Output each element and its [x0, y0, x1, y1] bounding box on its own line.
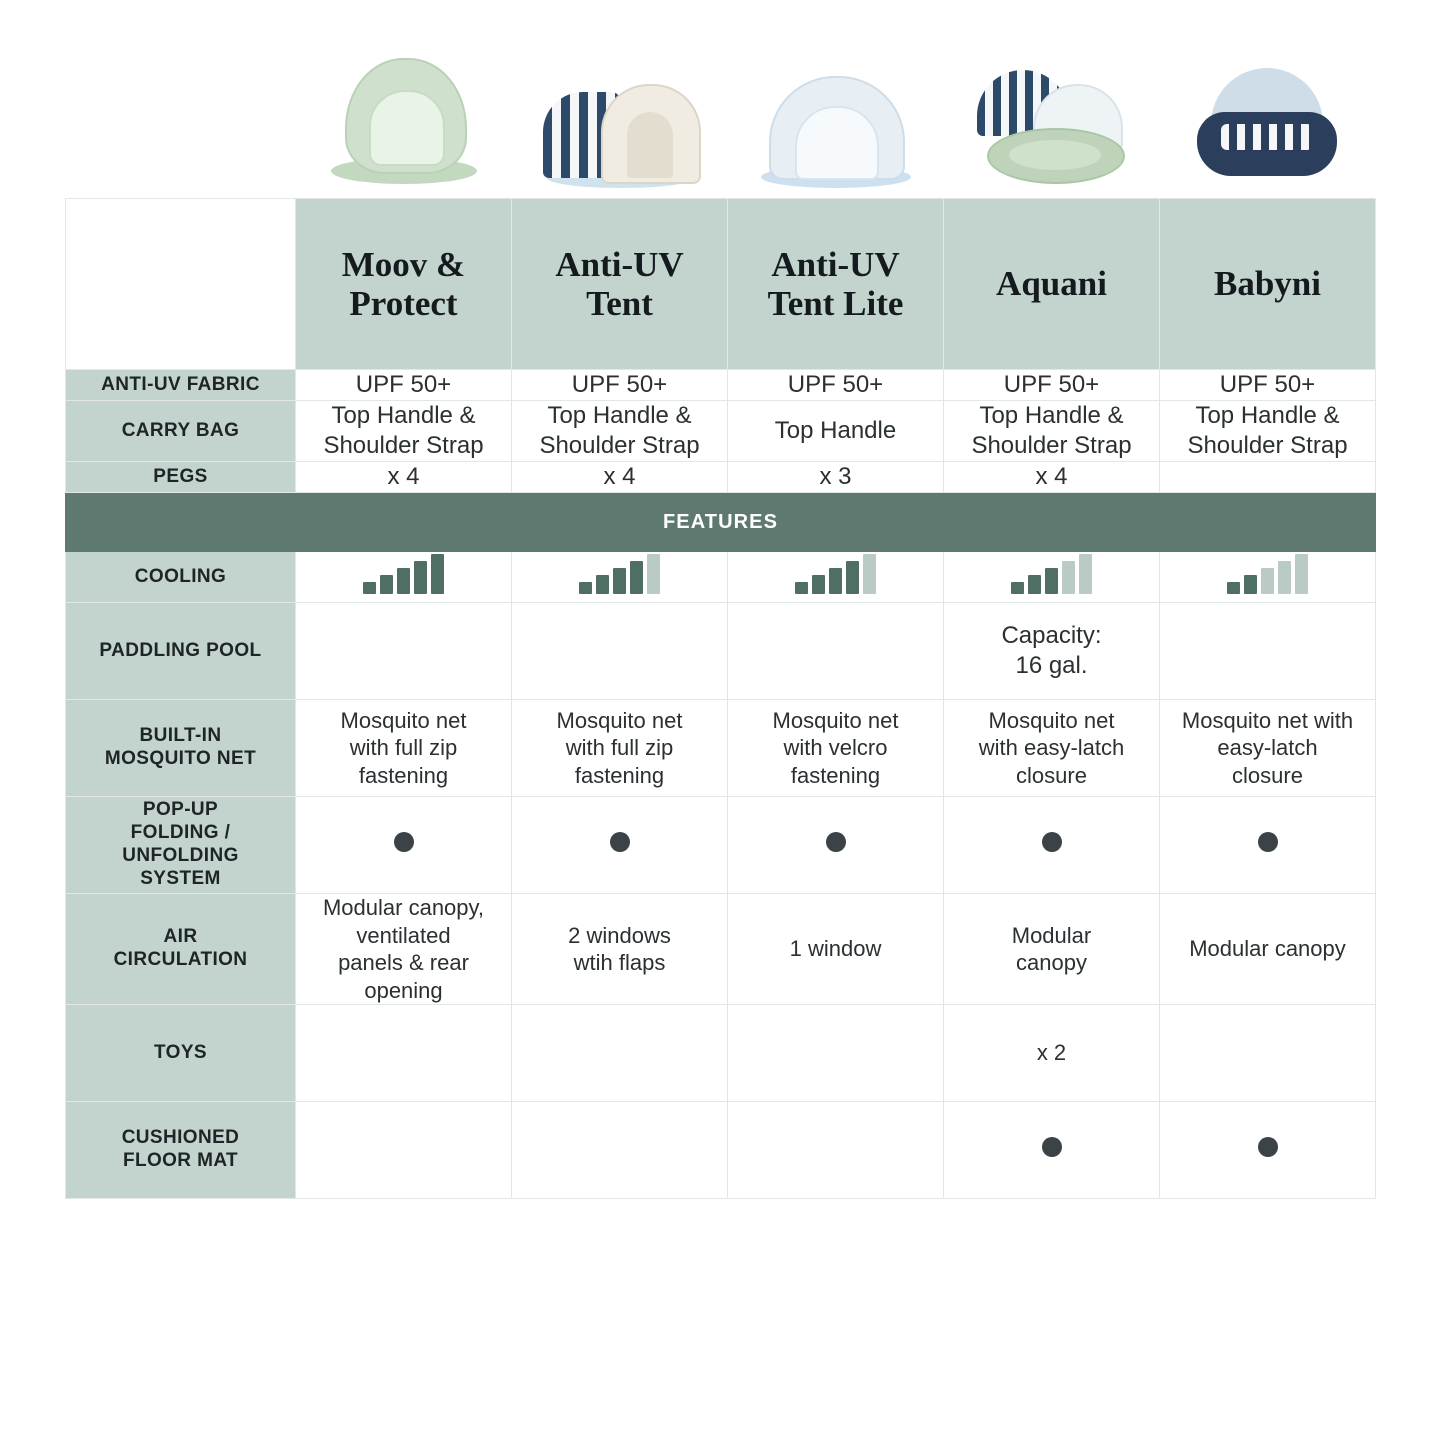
- cell-paddling-pool-anti-uv-tent: [512, 603, 728, 700]
- table-row: [66, 603, 1376, 700]
- product-header-babyni: Babyni: [1160, 199, 1376, 370]
- row-label-pop-up-folding-system: POP-UP FOLDING / UNFOLDING SYSTEM: [66, 797, 296, 894]
- cooling-rating-bars: [1227, 552, 1308, 594]
- product-image-babyni: [1159, 10, 1375, 190]
- check-dot-icon: [1042, 832, 1062, 852]
- cell-pegs-aquani: x 4: [944, 462, 1160, 493]
- cell-anti-uv-fabric-anti-uv-tent-lite: UPF 50+: [728, 370, 944, 401]
- cell-carry-bag-babyni: Top Handle & Shoulder Strap: [1160, 401, 1376, 462]
- cell-cooling-aquani: [944, 552, 1160, 603]
- cell-air-circulation-babyni: Modular canopy: [1160, 894, 1376, 1005]
- cooling-rating-bars: [363, 552, 444, 594]
- cell-paddling-pool-anti-uv-tent-lite: [728, 603, 944, 700]
- section-header-label: FEATURES: [66, 493, 1376, 552]
- table-row: [66, 462, 1376, 493]
- cell-pegs-babyni: [1160, 462, 1376, 493]
- table-row: [66, 401, 1376, 462]
- cooling-rating-bars: [579, 552, 660, 594]
- row-label-toys: TOYS: [66, 1005, 296, 1102]
- cell-pop-up-moov-protect: [296, 797, 512, 894]
- cell-air-circulation-anti-uv-tent: 2 windows wtih flaps: [512, 894, 728, 1005]
- cell-mosquito-net-anti-uv-tent-lite: Mosquito net with velcro fastening: [728, 700, 944, 797]
- product-image-aquani: [943, 10, 1159, 190]
- cell-floor-mat-moov-protect: [296, 1102, 512, 1199]
- cell-air-circulation-anti-uv-tent-lite: 1 window: [728, 894, 944, 1005]
- row-label-built-in-mosquito-net: BUILT-IN MOSQUITO NET: [66, 700, 296, 797]
- cell-mosquito-net-babyni: Mosquito net with easy-latch closure: [1160, 700, 1376, 797]
- table-row: [66, 1005, 1376, 1102]
- cell-paddling-pool-aquani: Capacity: 16 gal.: [944, 603, 1160, 700]
- tent-mesh-window: [795, 106, 879, 180]
- cell-air-circulation-aquani: Modular canopy: [944, 894, 1160, 1005]
- row-label-cooling: COOLING: [66, 552, 296, 603]
- product-header-anti-uv-tent: Anti-UV Tent: [512, 199, 728, 370]
- check-dot-icon: [826, 832, 846, 852]
- product-image-moov-protect: [295, 10, 511, 190]
- cell-cooling-moov-protect: [296, 552, 512, 603]
- comparison-table: [65, 198, 1376, 1199]
- table-row: [66, 894, 1376, 1005]
- table-row: [66, 552, 1376, 603]
- cell-pop-up-anti-uv-tent: [512, 797, 728, 894]
- table-header-row: [66, 199, 1376, 370]
- product-image-anti-uv-tent-lite: [727, 10, 943, 190]
- table-row: [66, 700, 1376, 797]
- cell-pop-up-anti-uv-tent-lite: [728, 797, 944, 894]
- table-row: [66, 1102, 1376, 1199]
- tent-mesh-window: [369, 90, 445, 166]
- cell-cooling-anti-uv-tent-lite: [728, 552, 944, 603]
- check-dot-icon: [394, 832, 414, 852]
- cell-carry-bag-moov-protect: Top Handle & Shoulder Strap: [296, 401, 512, 462]
- cell-toys-moov-protect: [296, 1005, 512, 1102]
- cell-anti-uv-fabric-babyni: UPF 50+: [1160, 370, 1376, 401]
- cell-floor-mat-anti-uv-tent-lite: [728, 1102, 944, 1199]
- cell-pegs-anti-uv-tent: x 4: [512, 462, 728, 493]
- product-image-anti-uv-tent: [511, 10, 727, 190]
- cell-pegs-moov-protect: x 4: [296, 462, 512, 493]
- row-label-anti-uv-fabric: ANTI-UV FABRIC: [66, 370, 296, 401]
- row-label-pegs: PEGS: [66, 462, 296, 493]
- cell-cooling-anti-uv-tent: [512, 552, 728, 603]
- product-image-row: [295, 10, 1375, 190]
- table-row: [66, 797, 1376, 894]
- row-label-air-circulation: AIR CIRCULATION: [66, 894, 296, 1005]
- cell-mosquito-net-anti-uv-tent: Mosquito net with full zip fastening: [512, 700, 728, 797]
- cell-pegs-anti-uv-tent-lite: x 3: [728, 462, 944, 493]
- paddling-pool-inner: [1009, 140, 1101, 170]
- product-header-moov-protect: Moov & Protect: [296, 199, 512, 370]
- tent-door: [627, 112, 673, 178]
- cell-paddling-pool-moov-protect: [296, 603, 512, 700]
- check-dot-icon: [1258, 832, 1278, 852]
- cooling-rating-bars: [795, 552, 876, 594]
- cell-air-circulation-moov-protect: Modular canopy, ventilated panels & rear opening: [296, 894, 512, 1005]
- row-label-carry-bag: CARRY BAG: [66, 401, 296, 462]
- check-dot-icon: [610, 832, 630, 852]
- cell-floor-mat-aquani: [944, 1102, 1160, 1199]
- tent-stripe-panel: [1221, 124, 1313, 150]
- cell-carry-bag-anti-uv-tent: Top Handle & Shoulder Strap: [512, 401, 728, 462]
- product-header-anti-uv-tent-lite: Anti-UV Tent Lite: [728, 199, 944, 370]
- cell-pop-up-aquani: [944, 797, 1160, 894]
- cell-toys-anti-uv-tent-lite: [728, 1005, 944, 1102]
- row-label-paddling-pool: PADDLING POOL: [66, 603, 296, 700]
- cell-mosquito-net-moov-protect: Mosquito net with full zip fastening: [296, 700, 512, 797]
- cell-cooling-babyni: [1160, 552, 1376, 603]
- cell-carry-bag-aquani: Top Handle & Shoulder Strap: [944, 401, 1160, 462]
- cell-toys-aquani: x 2: [944, 1005, 1160, 1102]
- cell-pop-up-babyni: [1160, 797, 1376, 894]
- check-dot-icon: [1258, 1137, 1278, 1157]
- table-row: [66, 370, 1376, 401]
- cell-anti-uv-fabric-anti-uv-tent: UPF 50+: [512, 370, 728, 401]
- cell-paddling-pool-babyni: [1160, 603, 1376, 700]
- cell-anti-uv-fabric-moov-protect: UPF 50+: [296, 370, 512, 401]
- cell-carry-bag-anti-uv-tent-lite: Top Handle: [728, 401, 944, 462]
- cell-toys-anti-uv-tent: [512, 1005, 728, 1102]
- header-spacer: [66, 199, 296, 370]
- section-header-features: [66, 493, 1376, 552]
- cell-floor-mat-babyni: [1160, 1102, 1376, 1199]
- cell-mosquito-net-aquani: Mosquito net with easy-latch closure: [944, 700, 1160, 797]
- row-label-cushioned-floor-mat: CUSHIONED FLOOR MAT: [66, 1102, 296, 1199]
- cell-floor-mat-anti-uv-tent: [512, 1102, 728, 1199]
- check-dot-icon: [1042, 1137, 1062, 1157]
- product-header-aquani: Aquani: [944, 199, 1160, 370]
- cell-anti-uv-fabric-aquani: UPF 50+: [944, 370, 1160, 401]
- cell-toys-babyni: [1160, 1005, 1376, 1102]
- cooling-rating-bars: [1011, 552, 1092, 594]
